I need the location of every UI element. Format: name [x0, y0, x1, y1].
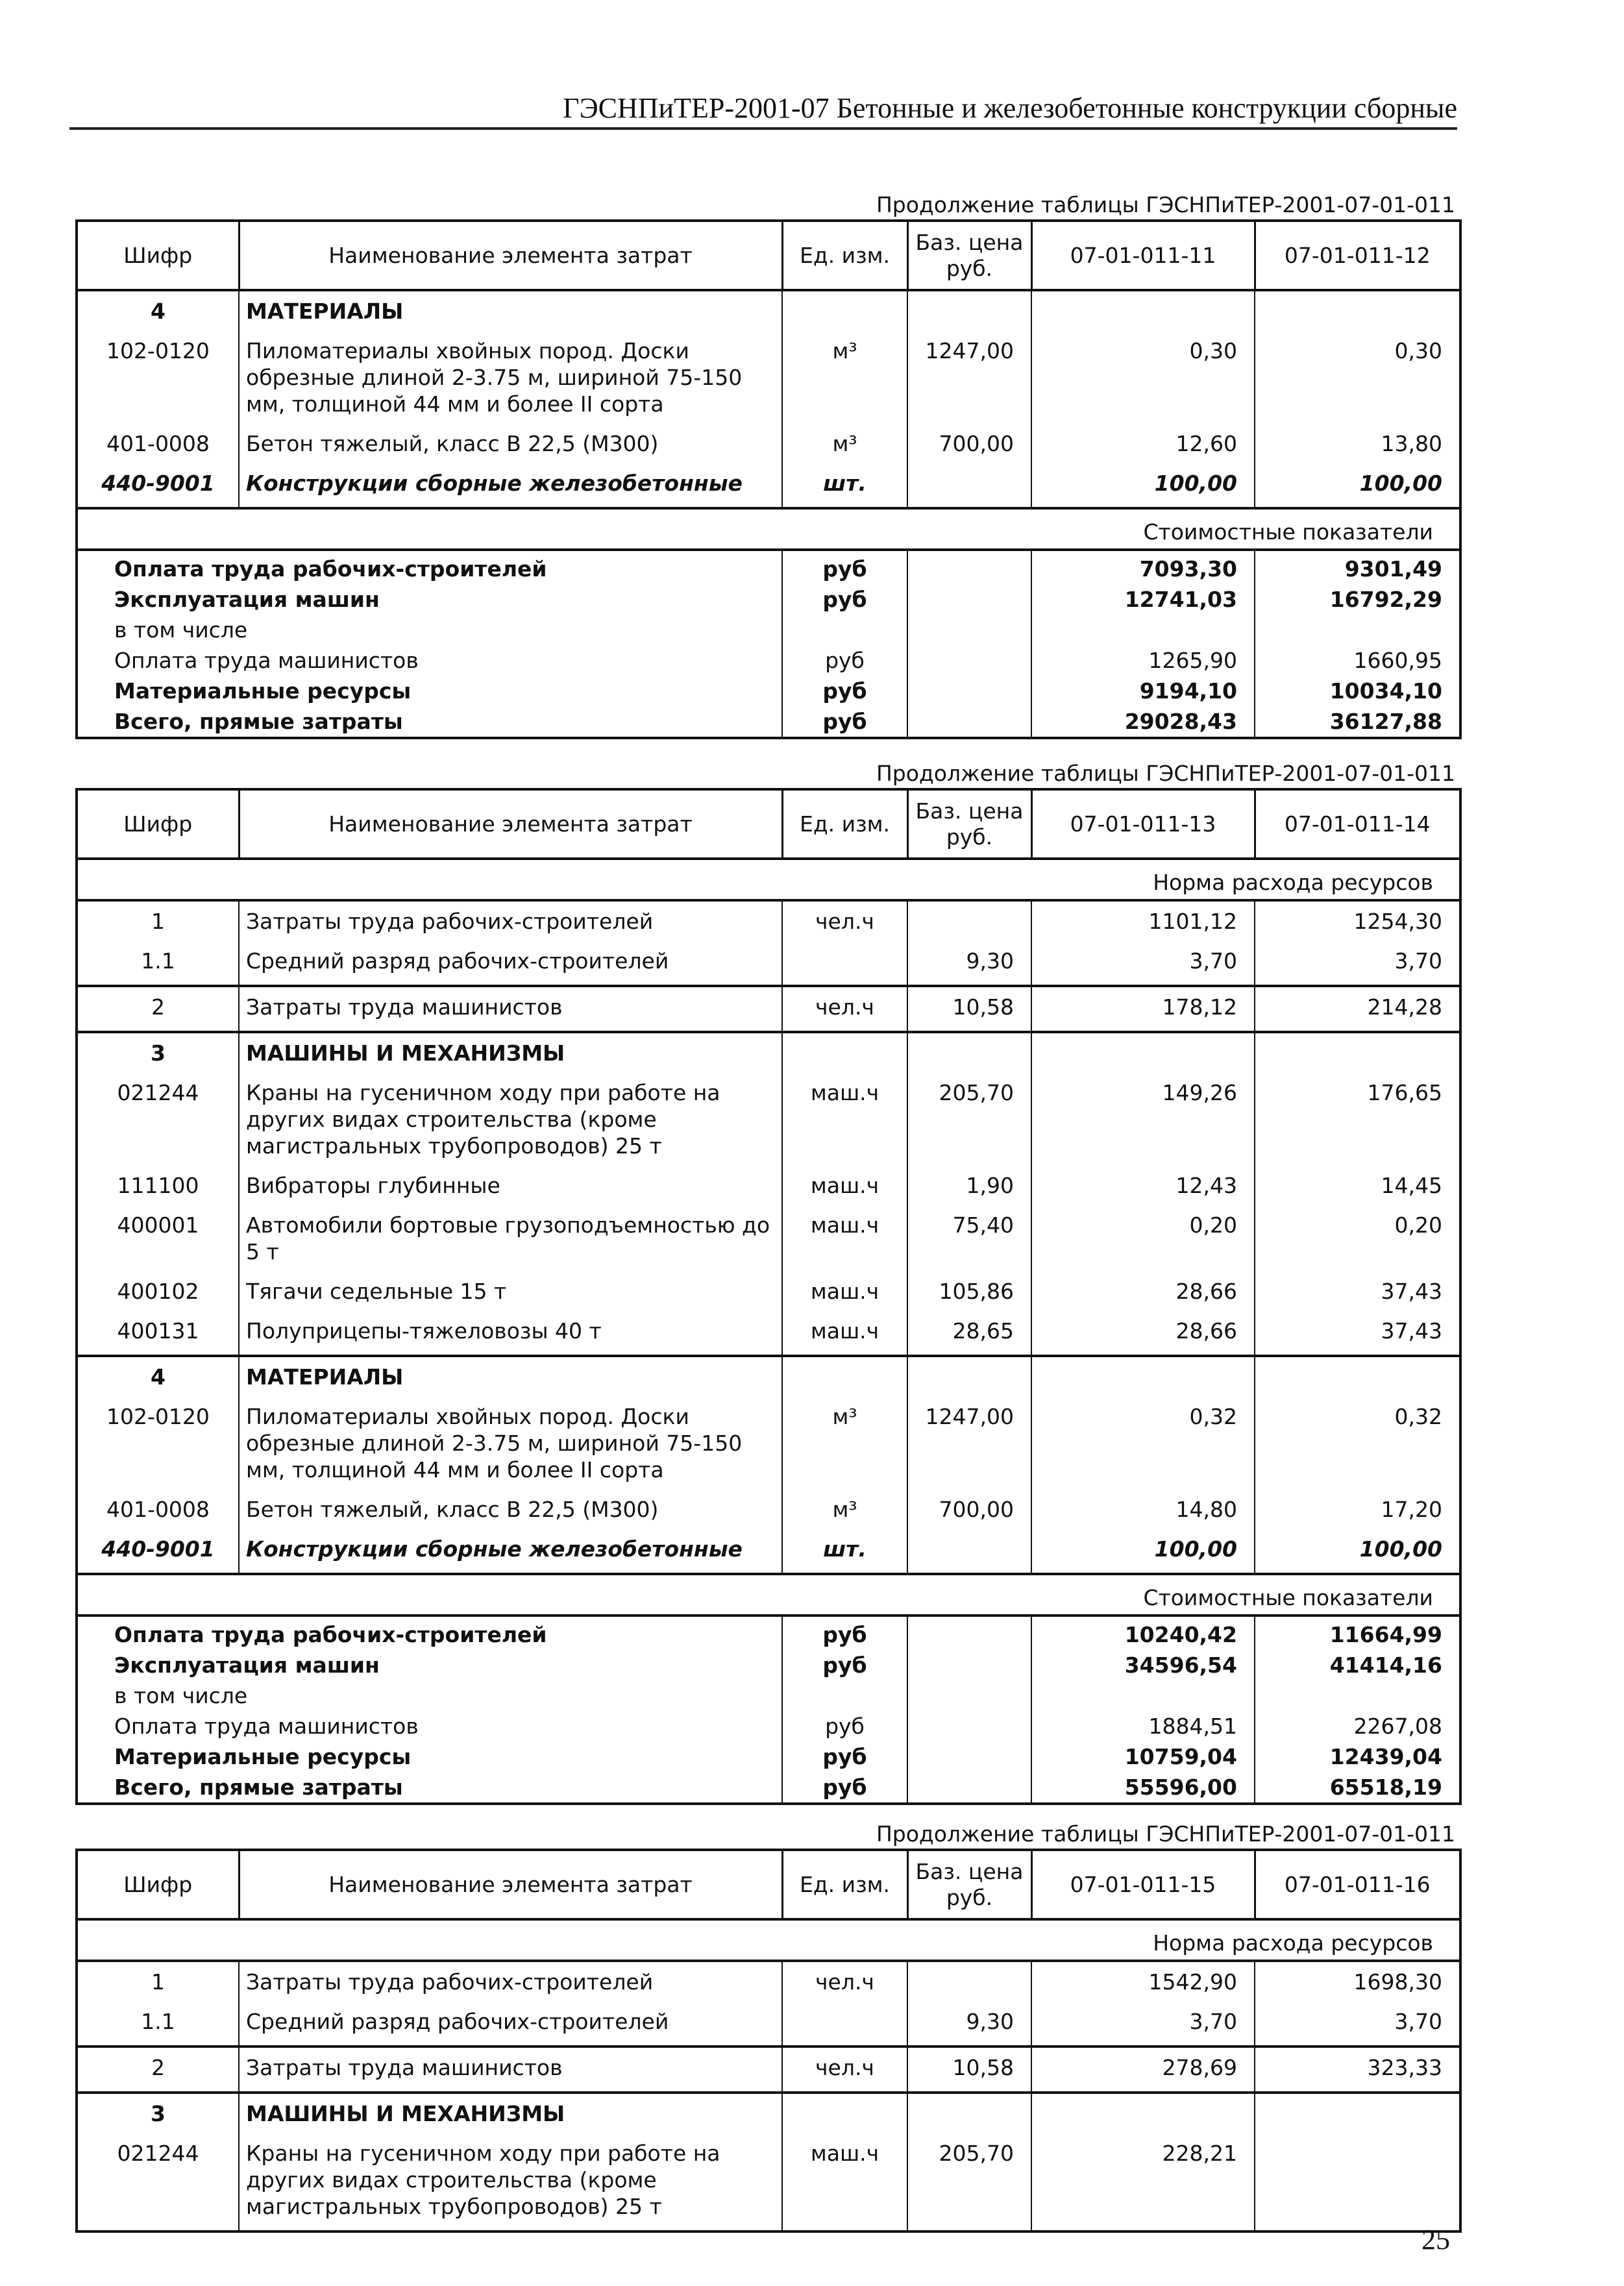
cell-name: Затраты труда рабочих-строителей [239, 1961, 782, 2002]
table-caption: Продолжение таблицы ГЭСНПиТЕР-2001-07-01-011 [876, 192, 1455, 217]
cell-shifr: 1 [77, 900, 239, 941]
cell-unit: чел.ч [782, 2046, 907, 2093]
section-label-row [77, 1574, 1460, 1616]
resource-group [77, 2093, 1460, 2231]
cell-shifr: 4 [77, 1356, 239, 1397]
section-label-group [77, 508, 1460, 550]
cell-name: Пиломатериалы хвойных пород. Доски обрезные длиной 2-3.75 м, шириной 75-150 мм, толщиной 44 мм и более II сорта [239, 331, 782, 424]
column-header-value-a: 07-01-011-15 [1031, 1850, 1255, 1919]
cell-name: Бетон тяжелый, класс В 22,5 (М300) [239, 424, 782, 463]
cell-shifr: 3 [77, 1032, 239, 1073]
cell-value-a [1031, 290, 1255, 331]
cell-value-b: 0,32 [1255, 1397, 1460, 1490]
cell-base-price: 105,86 [907, 1272, 1031, 1311]
cell-name: Пиломатериалы хвойных пород. Доски обрезные длиной 2-3.75 м, шириной 75-150 мм, толщиной 44 мм и более II сорта [239, 1397, 782, 1490]
cell-value-b: 3,70 [1255, 941, 1460, 986]
section-row [77, 2093, 1460, 2133]
cell-unit: м³ [782, 424, 907, 463]
cell-unit: маш.ч [782, 1311, 907, 1356]
cell-base-price: 205,70 [907, 2133, 1031, 2231]
resource-row [77, 2002, 1460, 2046]
cell-value-b: 10034,10 [1255, 676, 1460, 706]
cell-base-price: 700,00 [907, 424, 1031, 463]
cell-value-a: 3,70 [1031, 2002, 1255, 2046]
cell-base-price: 9,30 [907, 941, 1031, 986]
summary-row [77, 1680, 1460, 1711]
cell-shifr: 111100 [77, 1166, 239, 1205]
cell-base-price [907, 1711, 1031, 1741]
section-label: Норма расхода ресурсов [77, 1919, 1460, 1961]
cell-unit: руб [782, 1772, 907, 1804]
resource-row [77, 2046, 1460, 2093]
resource-group [77, 900, 1460, 986]
cell-unit: маш.ч [782, 1205, 907, 1272]
table-caption: Продолжение таблицы ГЭСНПиТЕР-2001-07-01-011 [876, 1821, 1455, 1847]
column-header-name: Наименование элемента затрат [239, 789, 782, 859]
cell-unit: шт. [782, 463, 907, 508]
cell-base-price: 1247,00 [907, 331, 1031, 424]
resource-group [77, 290, 1460, 508]
cell-value-a: 0,20 [1031, 1205, 1255, 1272]
cell-indicator-name: в том числе [77, 615, 782, 645]
cell-unit [782, 2093, 907, 2133]
cell-shifr: 4 [77, 290, 239, 331]
column-header-shifr: Шифр [77, 1850, 239, 1919]
table-caption: Продолжение таблицы ГЭСНПиТЕР-2001-07-01-011 [876, 761, 1455, 786]
resource-group [77, 986, 1460, 1032]
cell-base-price: 1247,00 [907, 1397, 1031, 1490]
cell-shifr: 021244 [77, 2133, 239, 2231]
cell-shifr: 401-0008 [77, 424, 239, 463]
column-header-value-b: 07-01-011-12 [1255, 221, 1460, 290]
cell-name: Полуприцепы-тяжеловозы 40 т [239, 1311, 782, 1356]
summary-row [77, 584, 1460, 615]
cell-shifr: 021244 [77, 1073, 239, 1166]
resource-group [77, 2046, 1460, 2093]
cell-value-b: 37,43 [1255, 1272, 1460, 1311]
cell-value-a [1031, 1356, 1255, 1397]
cell-indicator-name: Эксплуатация машин [77, 1650, 782, 1680]
cell-base-price [907, 900, 1031, 941]
cell-value-a: 1884,51 [1031, 1711, 1255, 1741]
cell-value-b: 16792,29 [1255, 584, 1460, 615]
summary-row [77, 645, 1460, 676]
cell-value-a [1031, 1680, 1255, 1711]
cell-indicator-name: Оплата труда рабочих-строителей [77, 1616, 782, 1650]
column-header-name: Наименование элемента затрат [239, 221, 782, 290]
summary-group [77, 1616, 1460, 1804]
cell-value-a: 178,12 [1031, 986, 1255, 1032]
summary-group [77, 550, 1460, 738]
cell-value-a: 149,26 [1031, 1073, 1255, 1166]
cell-value-b: 2267,08 [1255, 1711, 1460, 1741]
cell-value-b [1255, 615, 1460, 645]
cell-value-a: 10759,04 [1031, 1741, 1255, 1772]
column-header-value-a: 07-01-011-11 [1031, 221, 1255, 290]
cell-value-b: 13,80 [1255, 424, 1460, 463]
cell-value-a: 28,66 [1031, 1311, 1255, 1356]
cell-unit: чел.ч [782, 900, 907, 941]
cell-value-a: 100,00 [1031, 463, 1255, 508]
cell-base-price [907, 1772, 1031, 1804]
cell-base-price: 1,90 [907, 1166, 1031, 1205]
cell-shifr: 102-0120 [77, 331, 239, 424]
cost-table-2 [75, 761, 1459, 1805]
cell-shifr: 1.1 [77, 941, 239, 986]
cost-table [75, 788, 1462, 1805]
cell-value-a: 0,30 [1031, 331, 1255, 424]
cell-shifr: 400001 [77, 1205, 239, 1272]
cell-unit: руб [782, 1616, 907, 1650]
summary-row [77, 615, 1460, 645]
cell-base-price [907, 1032, 1031, 1073]
column-header-value-b: 07-01-011-16 [1255, 1850, 1460, 1919]
column-header-name: Наименование элемента затрат [239, 1850, 782, 1919]
header-row [77, 1850, 1460, 1919]
cell-value-a: 1542,90 [1031, 1961, 1255, 2002]
cell-value-b: 14,45 [1255, 1166, 1460, 1205]
cell-value-b: 0,20 [1255, 1205, 1460, 1272]
cell-unit: чел.ч [782, 1961, 907, 2002]
cell-name: Средний разряд рабочих-строителей [239, 2002, 782, 2046]
resource-row [77, 1490, 1460, 1529]
cost-table [75, 219, 1462, 739]
cell-value-a: 12,60 [1031, 424, 1255, 463]
cell-unit: руб [782, 676, 907, 706]
cell-base-price [907, 463, 1031, 508]
cell-name: Затраты труда машинистов [239, 2046, 782, 2093]
cell-unit [782, 290, 907, 331]
section-label: Стоимостные показатели [77, 1574, 1460, 1616]
cell-unit: м³ [782, 331, 907, 424]
cell-base-price: 75,40 [907, 1205, 1031, 1272]
cell-value-a: 10240,42 [1031, 1616, 1255, 1650]
cell-unit: руб [782, 1711, 907, 1741]
cell-base-price [907, 645, 1031, 676]
cell-base-price [907, 1356, 1031, 1397]
cell-unit [782, 1680, 907, 1711]
cell-shifr: 1 [77, 1961, 239, 2002]
cell-base-price [907, 1529, 1031, 1574]
cell-shifr: 400131 [77, 1311, 239, 1356]
resource-group [77, 1356, 1460, 1574]
cell-name: Тягачи седельные 15 т [239, 1272, 782, 1311]
cell-name: Конструкции сборные железобетонные [239, 463, 782, 508]
cost-table [75, 1849, 1462, 2233]
cell-value-b: 176,65 [1255, 1073, 1460, 1166]
cell-value-a: 9194,10 [1031, 676, 1255, 706]
header-row [77, 789, 1460, 859]
resource-row [77, 1205, 1460, 1272]
cell-shifr: 102-0120 [77, 1397, 239, 1490]
cell-value-a: 228,21 [1031, 2133, 1255, 2231]
cell-unit [782, 941, 907, 986]
column-header-unit: Ед. изм. [782, 789, 907, 859]
cell-value-a: 7093,30 [1031, 550, 1255, 584]
cell-shifr: 3 [77, 2093, 239, 2133]
summary-row [77, 1650, 1460, 1680]
cell-unit: маш.ч [782, 2133, 907, 2231]
cell-value-b: 214,28 [1255, 986, 1460, 1032]
cell-value-b: 9301,49 [1255, 550, 1460, 584]
cell-value-a: 100,00 [1031, 1529, 1255, 1574]
table-header [77, 221, 1460, 290]
column-header-base-price: Баз. цена руб. [907, 789, 1031, 859]
column-header-shifr: Шифр [77, 221, 239, 290]
cell-unit: руб [782, 645, 907, 676]
cell-name: МАШИНЫ И МЕХАНИЗМЫ [239, 1032, 782, 1073]
summary-row [77, 1711, 1460, 1741]
cell-name: Конструкции сборные железобетонные [239, 1529, 782, 1574]
cell-value-b: 1254,30 [1255, 900, 1460, 941]
cell-base-price [907, 1680, 1031, 1711]
resource-row [77, 1311, 1460, 1356]
cell-shifr: 440-9001 [77, 1529, 239, 1574]
resource-row [77, 463, 1460, 508]
cell-value-a: 0,32 [1031, 1397, 1255, 1490]
cell-shifr: 1.1 [77, 2002, 239, 2046]
cell-indicator-name: Эксплуатация машин [77, 584, 782, 615]
cell-base-price [907, 1741, 1031, 1772]
cell-base-price [907, 676, 1031, 706]
column-header-shifr: Шифр [77, 789, 239, 859]
cell-value-b: 100,00 [1255, 1529, 1460, 1574]
cell-indicator-name: Всего, прямые затраты [77, 706, 782, 738]
cell-base-price: 10,58 [907, 986, 1031, 1032]
cell-value-a: 1265,90 [1031, 645, 1255, 676]
cell-value-b [1255, 2133, 1460, 2231]
section-label: Норма расхода ресурсов [77, 859, 1460, 900]
cell-unit: чел.ч [782, 986, 907, 1032]
cell-shifr: 440-9001 [77, 463, 239, 508]
cell-indicator-name: Оплата труда рабочих-строителей [77, 550, 782, 584]
resource-row [77, 331, 1460, 424]
cell-value-a: 14,80 [1031, 1490, 1255, 1529]
summary-row [77, 706, 1460, 738]
page-number: 25 [1421, 2224, 1450, 2255]
cell-value-b [1255, 1356, 1460, 1397]
cell-indicator-name: Оплата труда машинистов [77, 1711, 782, 1741]
running-header: ГЭСНПиТЕР-2001-07 Бетонные и железобетонные конструкции сборные [69, 90, 1457, 130]
cell-name: Затраты труда машинистов [239, 986, 782, 1032]
cell-unit: маш.ч [782, 1073, 907, 1166]
summary-row [77, 1772, 1460, 1804]
cell-indicator-name: Материальные ресурсы [77, 1741, 782, 1772]
column-header-value-b: 07-01-011-14 [1255, 789, 1460, 859]
cell-unit: м³ [782, 1490, 907, 1529]
column-header-base-price: Баз. цена руб. [907, 1850, 1031, 1919]
header-row [77, 221, 1460, 290]
cell-base-price: 9,30 [907, 2002, 1031, 2046]
section-row [77, 1032, 1460, 1073]
section-label-row [77, 1919, 1460, 1961]
cell-unit: шт. [782, 1529, 907, 1574]
cost-table-1 [75, 192, 1459, 739]
cell-value-b: 0,30 [1255, 331, 1460, 424]
cell-indicator-name: Всего, прямые затраты [77, 1772, 782, 1804]
cell-value-b: 1698,30 [1255, 1961, 1460, 2002]
resource-row [77, 1166, 1460, 1205]
cell-unit [782, 1356, 907, 1397]
cell-value-b: 41414,16 [1255, 1650, 1460, 1680]
cell-value-b: 1660,95 [1255, 645, 1460, 676]
resource-row [77, 1529, 1460, 1574]
cell-value-b: 17,20 [1255, 1490, 1460, 1529]
cost-table-3 [75, 1821, 1459, 2233]
column-header-value-a: 07-01-011-13 [1031, 789, 1255, 859]
cell-base-price [907, 706, 1031, 738]
cell-value-a: 1101,12 [1031, 900, 1255, 941]
column-header-unit: Ед. изм. [782, 1850, 907, 1919]
cell-value-a: 34596,54 [1031, 1650, 1255, 1680]
cell-value-a: 278,69 [1031, 2046, 1255, 2093]
cell-base-price: 10,58 [907, 2046, 1031, 2093]
summary-row [77, 1741, 1460, 1772]
summary-row [77, 550, 1460, 584]
cell-base-price [907, 615, 1031, 645]
table-header [77, 1850, 1460, 1919]
cell-value-a: 28,66 [1031, 1272, 1255, 1311]
cell-value-a [1031, 2093, 1255, 2133]
cell-unit [782, 1032, 907, 1073]
cell-indicator-name: в том числе [77, 1680, 782, 1711]
cell-value-b [1255, 290, 1460, 331]
cell-base-price: 205,70 [907, 1073, 1031, 1166]
cell-value-b: 12439,04 [1255, 1741, 1460, 1772]
cell-unit [782, 615, 907, 645]
resource-row [77, 1272, 1460, 1311]
cell-unit [782, 2002, 907, 2046]
cell-value-b [1255, 2093, 1460, 2133]
cell-base-price [907, 1650, 1031, 1680]
cell-value-b: 3,70 [1255, 2002, 1460, 2046]
cell-name: Средний разряд рабочих-строителей [239, 941, 782, 986]
resource-group [77, 1961, 1460, 2046]
cell-base-price: 28,65 [907, 1311, 1031, 1356]
cell-value-b: 65518,19 [1255, 1772, 1460, 1804]
resource-row [77, 986, 1460, 1032]
cell-unit: руб [782, 1741, 907, 1772]
summary-row [77, 676, 1460, 706]
cell-shifr: 2 [77, 986, 239, 1032]
cell-value-a: 55596,00 [1031, 1772, 1255, 1804]
cell-unit: маш.ч [782, 1272, 907, 1311]
section-label-group [77, 859, 1460, 900]
cell-value-b: 323,33 [1255, 2046, 1460, 2093]
cell-name: Вибраторы глубинные [239, 1166, 782, 1205]
cell-value-b [1255, 1032, 1460, 1073]
column-header-base-price: Баз. цена руб. [907, 221, 1031, 290]
cell-base-price [907, 290, 1031, 331]
cell-value-a [1031, 615, 1255, 645]
cell-name: МАШИНЫ И МЕХАНИЗМЫ [239, 2093, 782, 2133]
cell-value-b: 100,00 [1255, 463, 1460, 508]
table-header [77, 789, 1460, 859]
section-label-row [77, 859, 1460, 900]
cell-base-price [907, 584, 1031, 615]
cell-base-price [907, 2093, 1031, 2133]
cell-shifr: 401-0008 [77, 1490, 239, 1529]
cell-name: Краны на гусеничном ходу при работе на других видах строительства (кроме магистральных трубопроводов) 25 т [239, 2133, 782, 2231]
cell-unit: руб [782, 584, 907, 615]
cell-base-price [907, 1616, 1031, 1650]
cell-shifr: 2 [77, 2046, 239, 2093]
cell-value-a: 3,70 [1031, 941, 1255, 986]
cell-value-b: 36127,88 [1255, 706, 1460, 738]
section-label-group [77, 1919, 1460, 1961]
section-row [77, 290, 1460, 331]
summary-row [77, 1616, 1460, 1650]
resource-row [77, 424, 1460, 463]
cell-unit: руб [782, 1650, 907, 1680]
cell-unit: руб [782, 550, 907, 584]
section-label-group [77, 1574, 1460, 1616]
cell-unit: руб [782, 706, 907, 738]
resource-row [77, 1073, 1460, 1166]
cell-name: Бетон тяжелый, класс В 22,5 (М300) [239, 1490, 782, 1529]
cell-indicator-name: Материальные ресурсы [77, 676, 782, 706]
cell-shifr: 400102 [77, 1272, 239, 1311]
cell-name: Затраты труда рабочих-строителей [239, 900, 782, 941]
section-label: Стоимостные показатели [77, 508, 1460, 550]
cell-name: Краны на гусеничном ходу при работе на других видах строительства (кроме магистральных трубопроводов) 25 т [239, 1073, 782, 1166]
section-row [77, 1356, 1460, 1397]
resource-row [77, 1397, 1460, 1490]
cell-unit: маш.ч [782, 1166, 907, 1205]
resource-row [77, 1961, 1460, 2002]
cell-value-b [1255, 1680, 1460, 1711]
section-label-row [77, 508, 1460, 550]
resource-row [77, 941, 1460, 986]
cell-name: МАТЕРИАЛЫ [239, 290, 782, 331]
cell-base-price: 700,00 [907, 1490, 1031, 1529]
cell-base-price [907, 550, 1031, 584]
resource-row [77, 2133, 1460, 2231]
cell-name: МАТЕРИАЛЫ [239, 1356, 782, 1397]
cell-name: Автомобили бортовые грузоподъемностью до 5 т [239, 1205, 782, 1272]
cell-base-price [907, 1961, 1031, 2002]
cell-value-b: 37,43 [1255, 1311, 1460, 1356]
cell-value-a: 12741,03 [1031, 584, 1255, 615]
cell-value-a: 12,43 [1031, 1166, 1255, 1205]
resource-group [77, 1032, 1460, 1356]
resource-row [77, 900, 1460, 941]
cell-unit: м³ [782, 1397, 907, 1490]
column-header-unit: Ед. изм. [782, 221, 907, 290]
cell-value-a: 29028,43 [1031, 706, 1255, 738]
cell-value-b: 11664,99 [1255, 1616, 1460, 1650]
cell-value-a [1031, 1032, 1255, 1073]
cell-indicator-name: Оплата труда машинистов [77, 645, 782, 676]
